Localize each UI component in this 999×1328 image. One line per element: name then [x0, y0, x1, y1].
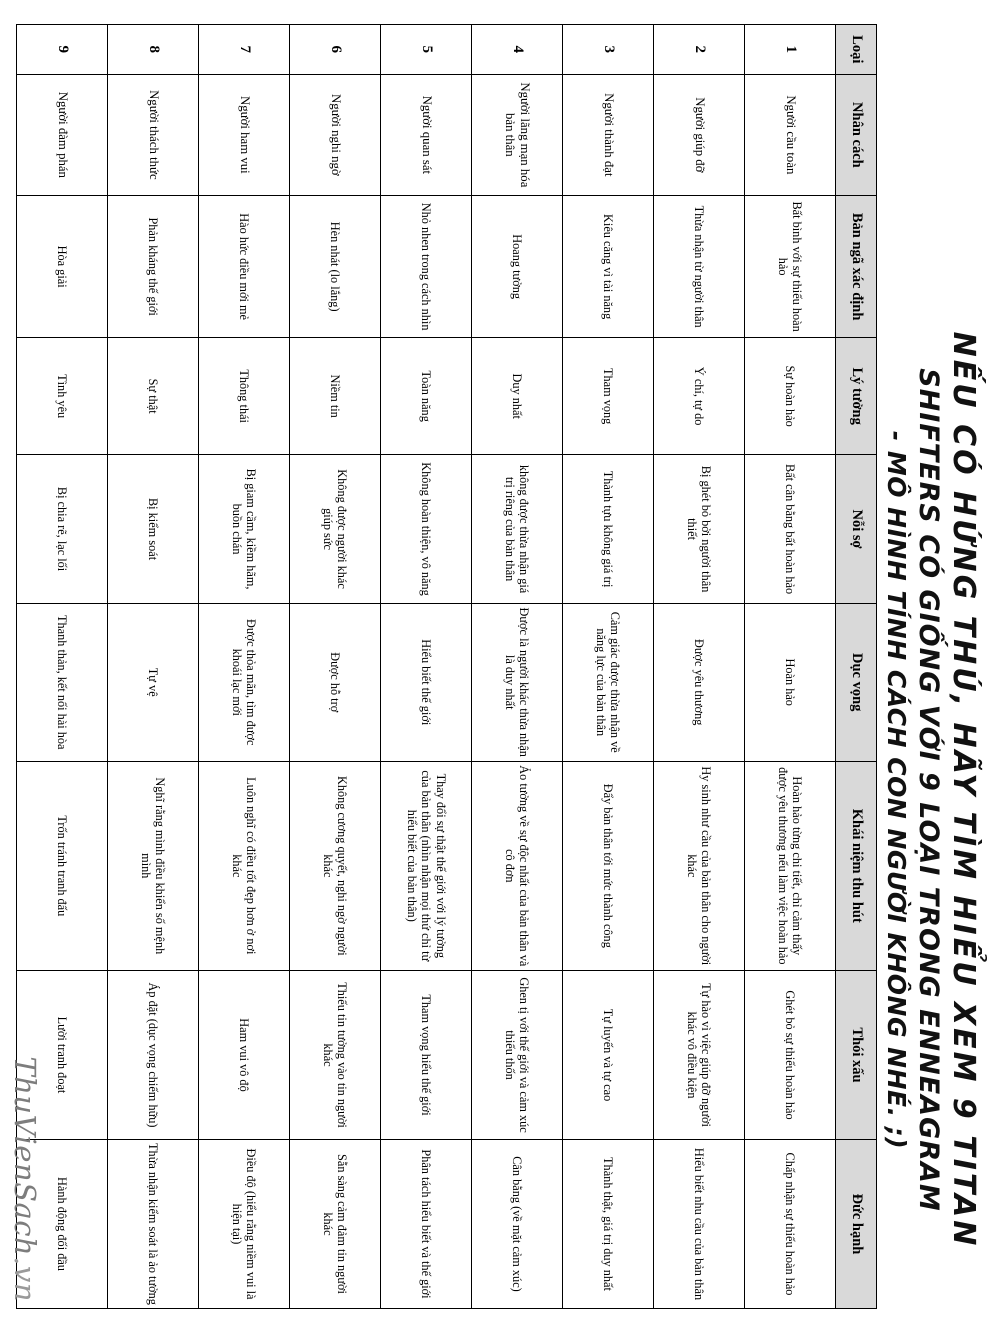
row-virtue: Phân tách hiểu biết và thế giới	[381, 1139, 472, 1308]
row-attract: Đẩy bản thân tới mức thành công	[563, 761, 654, 970]
row-ideal: Toàn năng	[381, 338, 472, 455]
row-index: 4	[472, 25, 563, 75]
row-ideal: Sự hoàn hảo	[745, 338, 836, 455]
row-index: 2	[654, 25, 745, 75]
row-vice: Tự hào vì việc giúp đỡ người khác vô điều kiện	[654, 971, 745, 1140]
row-persona: Người đàm phán	[17, 74, 108, 196]
column-header-ly-tuong: Lý tưởng	[836, 338, 877, 455]
row-attract: Không cương quyết, nghi ngờ người khác	[290, 761, 381, 970]
table-row	[290, 25, 381, 1309]
row-fear: Không hoàn thiện, vô năng	[381, 455, 472, 604]
row-index: 6	[290, 25, 381, 75]
row-fear: Bị chia rẽ, lạc lối	[17, 455, 108, 604]
table-row	[654, 25, 745, 1309]
row-ego: Hoang tưởng	[472, 196, 563, 338]
row-fear: Bị kiểm soát	[108, 455, 199, 604]
row-virtue: Cân bằng (về mặt cảm xúc)	[472, 1139, 563, 1308]
row-virtue: Sẵn sàng cảm đảm tin người khác	[290, 1139, 381, 1308]
row-attract: Ảo tưởng về sự độc nhất của bản thân và cô đơn	[472, 761, 563, 970]
row-desire: Được thỏa mãn, tìm được khoái lạc mới	[199, 603, 290, 761]
row-ego: Nhỏ nhen trong cách nhìn	[381, 196, 472, 338]
row-fear: Bị giam cầm, kiềm hãm, buồn chán	[199, 455, 290, 604]
row-desire: Được là người khác thừa nhận là duy nhất	[472, 603, 563, 761]
row-attract: Luôn nghĩ có điều tốt đẹp hơn ở nơi khác	[199, 761, 290, 970]
row-ideal: Ý chí, tự do	[654, 338, 745, 455]
row-persona: Người nghi ngờ	[290, 74, 381, 196]
row-attract: Hoàn hảo từng chi tiết, chỉ cảm thấy được yêu thương nếu làm việc hoàn hảo	[745, 761, 836, 970]
row-desire: Được yêu thương	[654, 603, 745, 761]
row-vice: Lười tranh đoạt	[17, 971, 108, 1140]
row-attract: Thay đổi sự thật thế giới với lý tưởng của bản thân (nhìn nhận mọi thứ chỉ từ hiểu biết của bản thân)	[381, 761, 472, 970]
row-ego: Hào hức điều mới mẻ	[199, 196, 290, 338]
row-desire: Được hỗ trợ	[290, 603, 381, 761]
row-ego: Kiêu căng vì tài năng	[563, 196, 654, 338]
table-row	[381, 25, 472, 1309]
column-header-ban-nga: Bản ngã xác định	[836, 196, 877, 338]
title-line-3: - MÔ HÌNH TÍNH CÁCH CON NGƯỜI KHÔNG NHÉ. ;)	[882, 430, 912, 1150]
row-persona: Người cầu toàn	[745, 74, 836, 196]
row-ideal: Niềm tin	[290, 338, 381, 455]
row-ego: Bất bình với sự thiếu hoàn hảo	[745, 196, 836, 338]
row-vice: Ham vui vô độ	[199, 971, 290, 1140]
row-attract: Trốn tránh tranh đấu	[17, 761, 108, 970]
row-fear: Không được người khác giúp sức	[290, 455, 381, 604]
row-virtue: Thành thật, giá trị duy nhất	[563, 1139, 654, 1308]
row-ideal: Thông thái	[199, 338, 290, 455]
row-fear: Bất cân bằng bất hoàn hảo	[745, 455, 836, 604]
title-line-1: NẾU CÓ HỨNG THÚ, HÃY TÌM HIỂU XEM 9 TITAN	[946, 331, 981, 1249]
column-header-loai: Loại	[836, 25, 877, 75]
row-ideal: Tình yêu	[17, 338, 108, 455]
table-row	[108, 25, 199, 1309]
row-index: 5	[381, 25, 472, 75]
row-virtue: Chấp nhận sự thiếu hoàn hảo	[745, 1139, 836, 1308]
row-desire: Tự vệ	[108, 603, 199, 761]
table-row	[745, 25, 836, 1309]
row-ego: Phản kháng thế giới	[108, 196, 199, 338]
row-persona: Người thành đạt	[563, 74, 654, 196]
watermark-brand: ThuVienSach	[8, 1056, 42, 1257]
row-persona: Người ham vui	[199, 74, 290, 196]
title-line-2: SHIFTERS CÓ GIỐNG VỚI 9 LOẠI TRONG ENNEAGRAM	[913, 368, 945, 1212]
row-desire: Cảm giác được thừa nhận về năng lực của bản thân	[563, 603, 654, 761]
row-vice: Tự luyến và tự cao	[563, 971, 654, 1140]
column-header-nhan-cach: Nhân cách	[836, 74, 877, 196]
row-ideal: Duy nhất	[472, 338, 563, 455]
row-virtue: Hiểu biết nhu cầu của bản thân	[654, 1139, 745, 1308]
row-ego: Hèn nhát (lo lắng)	[290, 196, 381, 338]
row-index: 1	[745, 25, 836, 75]
row-virtue: Thừa nhận kiểm soát là ảo tưởng	[108, 1139, 199, 1308]
column-header-khai-niem-thu-hut: Khái niệm thu hút	[836, 761, 877, 970]
table-row	[199, 25, 290, 1309]
row-index: 8	[108, 25, 199, 75]
column-header-noi-so: Nỗi sợ	[836, 455, 877, 604]
row-desire: Hiểu biết thế giới	[381, 603, 472, 761]
table-row	[563, 25, 654, 1309]
row-attract: Hy sinh như cầu của bản thân cho người khác	[654, 761, 745, 970]
row-vice: Thiếu tin tưởng vào tin người khác	[290, 971, 381, 1140]
row-ego: Hòa giải	[17, 196, 108, 338]
row-ideal: Tham vọng	[563, 338, 654, 455]
row-ideal: Sự thật	[108, 338, 199, 455]
row-desire: Hoàn hảo	[745, 603, 836, 761]
row-virtue: Điều độ (hiểu rằng niềm vui là hiện tại)	[199, 1139, 290, 1308]
table-row	[472, 25, 563, 1309]
table-header-row	[836, 25, 877, 1309]
row-persona: Người thách thức	[108, 74, 199, 196]
row-index: 9	[17, 25, 108, 75]
watermark	[8, 1056, 42, 1302]
row-fear: không được thừa nhận giá trị riêng của bản thân	[472, 455, 563, 604]
row-fear: Bị ghét bỏ bởi người thân thiết	[654, 455, 745, 604]
column-header-duc-vong: Dục vọng	[836, 603, 877, 761]
row-vice: Tham vọng hiểu thế giới	[381, 971, 472, 1140]
column-header-duc-hanh: Đức hạnh	[836, 1139, 877, 1308]
row-persona: Người lãng mạn hóa bản thân	[472, 74, 563, 196]
row-fear: Thành tựu không giá trị	[563, 455, 654, 604]
row-vice: Ghen tị với thế giới và cảm xúc thiếu thốn	[472, 971, 563, 1140]
page-title	[881, 300, 981, 1280]
row-index: 7	[199, 25, 290, 75]
watermark-domain: .vn	[8, 1256, 42, 1302]
row-attract: Nghĩ rằng mình điều khiển số mệnh mình	[108, 761, 199, 970]
row-ego: Thừa nhận từ người thân	[654, 196, 745, 338]
row-desire: Thanh thản, kết nối hài hòa	[17, 603, 108, 761]
row-index: 3	[563, 25, 654, 75]
row-vice: Áp đặt (dục vọng chiếm hữu)	[108, 971, 199, 1140]
row-virtue: Hành động đối đầu	[17, 1139, 108, 1308]
row-persona: Người quan sát	[381, 74, 472, 196]
row-vice: Ghét bỏ sự thiếu hoàn hảo	[745, 971, 836, 1140]
row-persona: Người giúp đỡ	[654, 74, 745, 196]
column-header-thoi-xau: Thói xấu	[836, 971, 877, 1140]
enneagram-table	[16, 24, 877, 1309]
